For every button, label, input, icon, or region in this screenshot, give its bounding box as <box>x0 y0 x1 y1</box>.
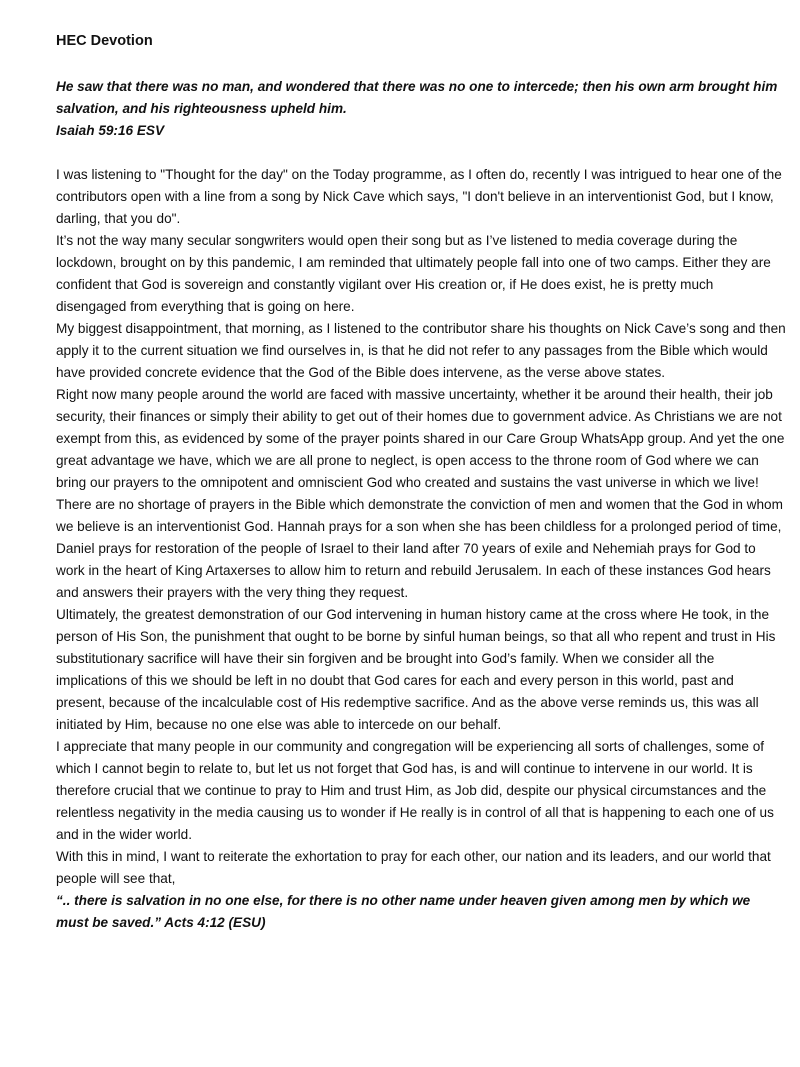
scripture-reference: Isaiah 59:16 ESV <box>56 123 165 138</box>
document-title: HEC Devotion <box>56 33 153 49</box>
paragraph-4: Right now many people around the world are faced with massive uncertainty, whether it be around their health, their job security, their finances or simply their ability to get out of their homes due to government advice. As Christians we are not exempt from this, as evidenced by some of the prayer points shared in our Care Group WhatsApp group. And yet the one great advantage we have, which we are all prone to neglect, is open access to the throne room of God where we can bring our prayers to the omnipotent and omniscient God who created and sustains the vast universe in which we live! <box>56 387 785 490</box>
paragraph-5: There are no shortage of prayers in the Bible which demonstrate the conviction of men and women that the God in whom we believe is an interventionist God. Hannah prays for a son when she has been childless for a prolonged period of time, Daniel prays for restoration of the people of Israel to their land after 70 years of exile and Nehemiah prays for God to work in the heart of King Artaxerses to allow him to return and rebuild Jerusalem. In each of these instances God hears and answers their prayers with the very thing they request. <box>56 497 783 600</box>
paragraph-2: It’s not the way many secular songwriters would open their song but as I’ve listened to media coverage during the lockdown, brought on by this pandemic, I am reminded that ultimately people fall into one of two camps. Either they are confident that God is sovereign and constantly vigilant over His creation or, if He does exist, he is pretty much disengaged from everything that is going on here. <box>56 233 771 314</box>
paragraph-7: I appreciate that many people in our community and congregation will be experiencing all sorts of challenges, some of which I cannot begin to relate to, but let us not forget that God has, is and will continue to intervene in our world. It is therefore crucial that we continue to pray to Him and trust Him, as Job did, despite our physical circumstances and the relentless negativity in the media causing us to wonder if He really is in control of all that is happening to each one of us and in the wider world. <box>56 739 774 842</box>
devotion-document <box>56 30 786 934</box>
closing-quote: “.. there is salvation in no one else, for there is no other name under heaven given among men by which we must be saved.” Acts 4:12 (ESU) <box>56 893 751 930</box>
scripture-verse: He saw that there was no man, and wondered that there was no one to intercede; then his own arm brought him salvation, and his righteousness upheld him. <box>56 79 778 116</box>
paragraph-8: With this in mind, I want to reiterate the exhortation to pray for each other, our nation and its leaders, and our world that people will see that, <box>56 849 771 886</box>
paragraph-6: Ultimately, the greatest demonstration of our God intervening in human history came at the cross where He took, in the person of His Son, the punishment that ought to be borne by sinful human beings, so that all who repent and trust in His substitutionary sacrifice will have their sin forgiven and be brought into God’s family. When we consider all the implications of this we should be left in no doubt that God cares for each and every person in this world, past and present, because of the incalculable cost of His redemptive sacrifice. And as the above verse reminds us, this was all initiated by Him, because no one else was able to intercede on our behalf. <box>56 607 776 732</box>
paragraph-3: My biggest disappointment, that morning, as I listened to the contributor share his thoughts on Nick Cave’s song and then apply it to the current situation we find ourselves in, is that he did not refer to any passages from the Bible which would have provided concrete evidence that the God of the Bible does intervene, as the verse above states. <box>56 321 786 380</box>
paragraph-1: I was listening to "Thought for the day" on the Today programme, as I often do, recently I was intrigued to hear one of the contributors open with a line from a song by Nick Cave which says, "I don't believe in an interventionist God, but I know, darling, that you do". <box>56 167 782 226</box>
